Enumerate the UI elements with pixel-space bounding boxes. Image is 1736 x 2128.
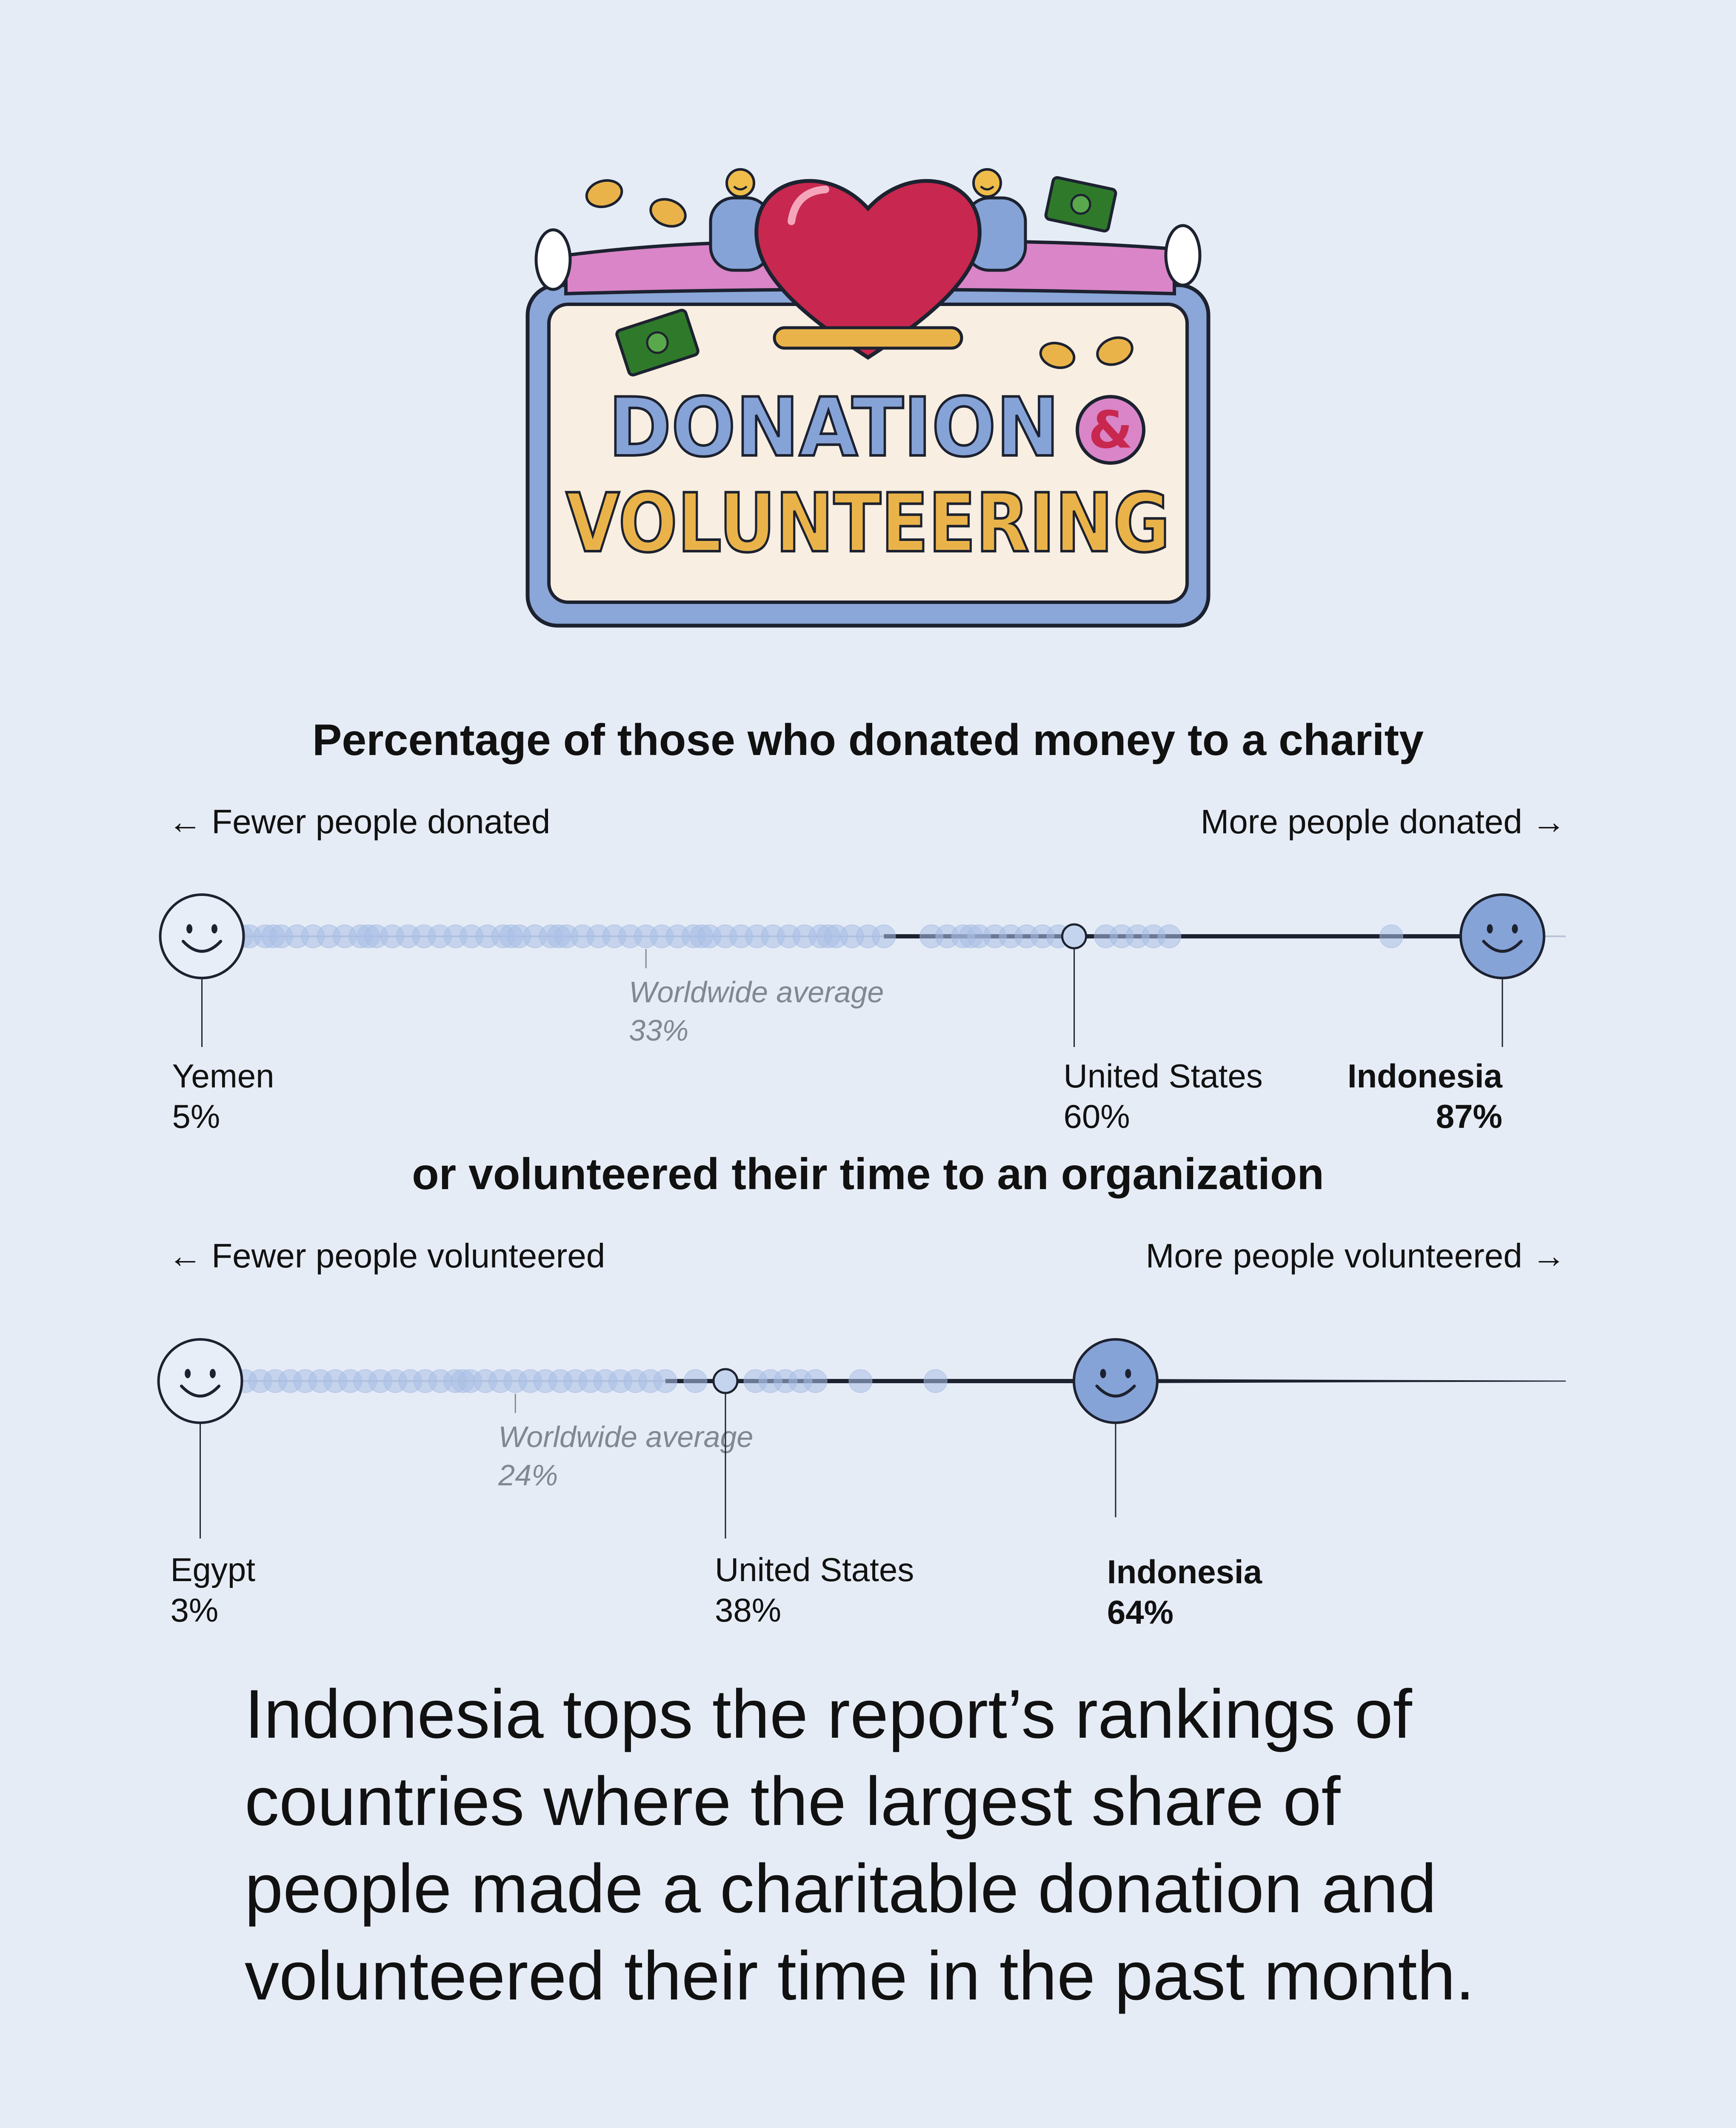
highlight-country: United States	[714, 1551, 914, 1588]
face-eye	[185, 1369, 191, 1378]
logo-ampersand: &	[1088, 401, 1133, 460]
left-feet-shape	[536, 230, 570, 289]
donation-chart-title: Percentage of those who donated money to a charity	[312, 715, 1424, 765]
takeaway-text: Indonesia tops the report’s rankings of countries where the largest share of people made a charitable donation and volunteered their time in the past month.	[245, 1676, 1475, 2014]
face-eye	[210, 1369, 216, 1378]
face-eye	[1100, 1369, 1106, 1378]
highlight-dot	[714, 1369, 737, 1393]
coin-slot-shape	[774, 328, 962, 348]
face-eye	[1512, 924, 1518, 933]
country-dot	[872, 925, 895, 948]
highlight-value: 38%	[714, 1591, 782, 1629]
face-circle	[1074, 1339, 1157, 1423]
country-dot	[924, 1370, 947, 1393]
average-value: 33%	[629, 1014, 689, 1047]
min-country-face-icon	[159, 1339, 242, 1423]
right-feet-shape	[1166, 226, 1200, 285]
donation-volunteering-logo	[519, 157, 1217, 634]
average-name: Worldwide average	[498, 1420, 754, 1453]
donation-dot-strip	[0, 885, 1736, 1135]
fewer-volunteered-label: ← Fewer people volunteered	[168, 1237, 605, 1275]
min-value: 3%	[170, 1591, 219, 1629]
face-eye	[1125, 1369, 1131, 1378]
max-country: Indonesia	[1107, 1553, 1262, 1590]
country-dot	[1158, 925, 1181, 948]
country-dot	[849, 1370, 872, 1393]
logo-word-donation: DONATION	[608, 380, 1059, 475]
axis-line-tail	[1116, 1379, 1566, 1383]
more-volunteered-label: More people volunteered →	[1145, 1237, 1566, 1275]
banknote-icon	[1045, 177, 1116, 232]
min-country-face-icon	[160, 895, 244, 978]
face-circle	[159, 1339, 242, 1423]
country-dot	[804, 1370, 827, 1393]
max-country: Indonesia	[1347, 1057, 1502, 1095]
more-donated-label: More people donated →	[1200, 803, 1566, 841]
face-circle	[160, 895, 244, 978]
min-value: 5%	[172, 1098, 220, 1135]
average-value: 24%	[498, 1459, 558, 1492]
highlight-dot	[1062, 924, 1086, 948]
highlight-value: 60%	[1063, 1098, 1130, 1135]
highlight-country: United States	[1063, 1057, 1263, 1095]
face-circle	[1461, 895, 1544, 978]
logo-word-volunteering: VOLUNTEERING	[566, 476, 1170, 570]
min-country: Egypt	[170, 1551, 256, 1588]
country-dot	[684, 1370, 707, 1393]
volunteer-chart-title: or volunteered their time to an organization	[412, 1150, 1324, 1199]
face-eye	[211, 924, 217, 933]
max-value: 64%	[1107, 1593, 1174, 1631]
max-country-face-icon	[1461, 895, 1544, 978]
min-country: Yemen	[172, 1057, 274, 1095]
face-eye	[186, 924, 192, 933]
country-dot	[1380, 925, 1403, 948]
country-dot	[654, 1370, 677, 1393]
max-value: 87%	[1436, 1098, 1502, 1135]
max-country-face-icon	[1074, 1339, 1157, 1423]
average-name: Worldwide average	[629, 975, 884, 1009]
volunteer-dot-strip	[0, 1332, 1736, 1631]
fewer-donated-label: ← Fewer people donated	[168, 803, 551, 841]
face-eye	[1487, 924, 1493, 933]
